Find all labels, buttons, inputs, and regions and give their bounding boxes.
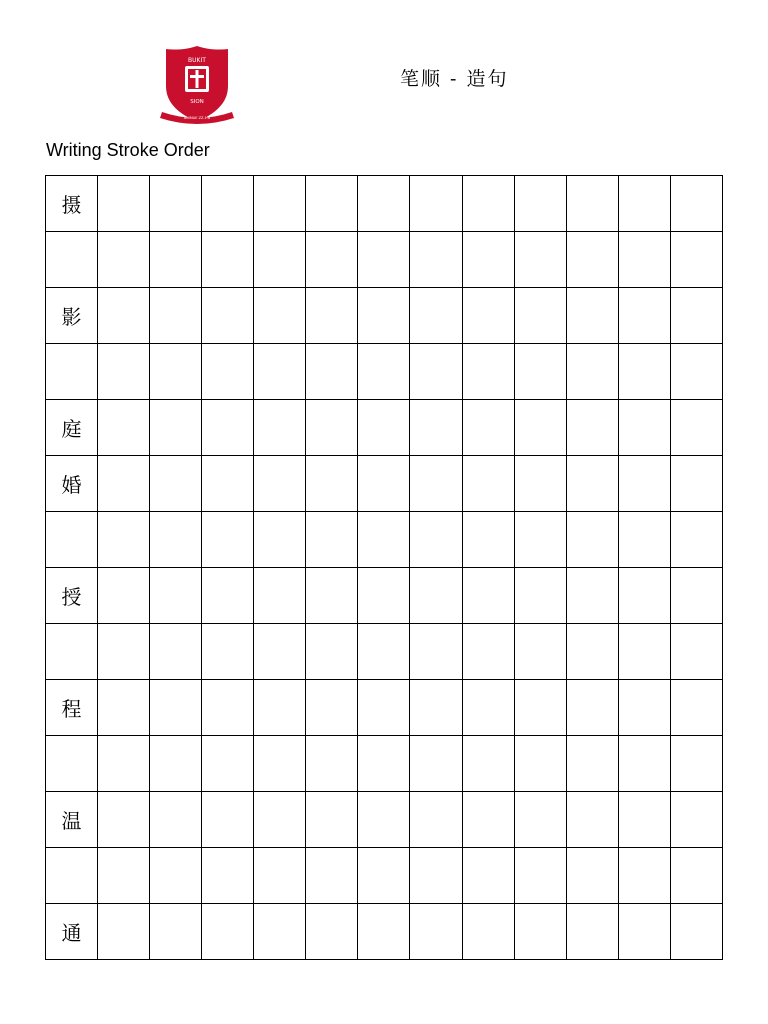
- practice-cell[interactable]: [410, 680, 462, 736]
- practice-cell[interactable]: [670, 344, 722, 400]
- practice-cell[interactable]: [202, 624, 254, 680]
- practice-cell[interactable]: [358, 624, 410, 680]
- grid-row: [46, 232, 723, 288]
- practice-cell[interactable]: [306, 176, 358, 232]
- practice-cell[interactable]: [670, 624, 722, 680]
- stroke-order-grid: [45, 175, 723, 960]
- practice-cell[interactable]: [514, 736, 566, 792]
- practice-cell[interactable]: [618, 456, 670, 512]
- logo-ribbon-text: ANIMAE ZZ-1:8: [183, 116, 211, 120]
- practice-cell[interactable]: [566, 288, 618, 344]
- practice-cell[interactable]: [202, 792, 254, 848]
- practice-cell[interactable]: [150, 400, 202, 456]
- practice-cell[interactable]: [202, 680, 254, 736]
- practice-cell[interactable]: [98, 176, 150, 232]
- practice-cell[interactable]: [410, 344, 462, 400]
- practice-cell[interactable]: [618, 232, 670, 288]
- practice-cell[interactable]: [150, 848, 202, 904]
- character-cell: 庭: [46, 400, 98, 456]
- practice-cell[interactable]: [410, 176, 462, 232]
- practice-cell[interactable]: [254, 848, 306, 904]
- character-cell: [46, 232, 98, 288]
- practice-cell[interactable]: [462, 680, 514, 736]
- practice-cell[interactable]: [566, 736, 618, 792]
- practice-cell[interactable]: [150, 680, 202, 736]
- practice-cell[interactable]: [150, 904, 202, 960]
- practice-cell[interactable]: [514, 512, 566, 568]
- school-logo: [158, 44, 236, 128]
- practice-cell[interactable]: [514, 848, 566, 904]
- character-cell: [46, 344, 98, 400]
- grid-row: [46, 456, 723, 512]
- practice-cell[interactable]: [254, 624, 306, 680]
- practice-cell[interactable]: [618, 176, 670, 232]
- practice-cell[interactable]: [306, 288, 358, 344]
- practice-cell[interactable]: [514, 344, 566, 400]
- practice-cell[interactable]: [98, 288, 150, 344]
- grid-row: [46, 736, 723, 792]
- practice-cell[interactable]: [618, 288, 670, 344]
- practice-cell[interactable]: [306, 848, 358, 904]
- practice-cell[interactable]: [358, 232, 410, 288]
- practice-cell[interactable]: [410, 400, 462, 456]
- practice-cell[interactable]: [306, 456, 358, 512]
- practice-cell[interactable]: [202, 288, 254, 344]
- practice-cell[interactable]: [462, 344, 514, 400]
- practice-cell[interactable]: [410, 512, 462, 568]
- practice-cell[interactable]: [98, 344, 150, 400]
- practice-cell[interactable]: [670, 568, 722, 624]
- practice-cell[interactable]: [410, 456, 462, 512]
- character-cell: 温: [46, 792, 98, 848]
- practice-cell[interactable]: [358, 512, 410, 568]
- practice-cell[interactable]: [150, 176, 202, 232]
- character-cell: [46, 624, 98, 680]
- practice-cell[interactable]: [306, 232, 358, 288]
- practice-cell[interactable]: [462, 400, 514, 456]
- character-cell: [46, 848, 98, 904]
- practice-cell[interactable]: [618, 736, 670, 792]
- practice-cell[interactable]: [462, 456, 514, 512]
- practice-cell[interactable]: [670, 904, 722, 960]
- practice-cell[interactable]: [150, 232, 202, 288]
- practice-cell[interactable]: [202, 512, 254, 568]
- practice-cell[interactable]: [254, 344, 306, 400]
- grid-row: [46, 288, 723, 344]
- grid-row: [46, 680, 723, 736]
- practice-cell[interactable]: [618, 568, 670, 624]
- practice-cell[interactable]: [566, 680, 618, 736]
- grid-row: [46, 792, 723, 848]
- practice-cell[interactable]: [150, 736, 202, 792]
- practice-cell[interactable]: [514, 288, 566, 344]
- practice-cell[interactable]: [98, 624, 150, 680]
- character-cell: [46, 512, 98, 568]
- practice-cell[interactable]: [618, 344, 670, 400]
- practice-cell[interactable]: [566, 568, 618, 624]
- practice-cell[interactable]: [358, 456, 410, 512]
- practice-cell[interactable]: [566, 232, 618, 288]
- practice-cell[interactable]: [618, 680, 670, 736]
- practice-cell[interactable]: [670, 848, 722, 904]
- practice-cell[interactable]: [254, 456, 306, 512]
- practice-cell[interactable]: [670, 512, 722, 568]
- grid-row: [46, 848, 723, 904]
- practice-cell[interactable]: [566, 344, 618, 400]
- practice-cell[interactable]: [98, 568, 150, 624]
- practice-cell[interactable]: [358, 344, 410, 400]
- practice-cell[interactable]: [202, 568, 254, 624]
- practice-cell[interactable]: [514, 624, 566, 680]
- practice-cell[interactable]: [514, 680, 566, 736]
- practice-cell[interactable]: [150, 512, 202, 568]
- practice-cell[interactable]: [358, 288, 410, 344]
- practice-cell[interactable]: [670, 400, 722, 456]
- grid-row: [46, 400, 723, 456]
- practice-cell[interactable]: [98, 456, 150, 512]
- practice-cell[interactable]: [306, 400, 358, 456]
- practice-cell[interactable]: [566, 624, 618, 680]
- practice-cell[interactable]: [410, 232, 462, 288]
- practice-cell[interactable]: [150, 456, 202, 512]
- practice-cell[interactable]: [98, 848, 150, 904]
- logo-text-bottom: SION: [190, 99, 204, 105]
- character-cell: 摄: [46, 176, 98, 232]
- practice-cell[interactable]: [462, 736, 514, 792]
- practice-cell[interactable]: [566, 456, 618, 512]
- practice-cell[interactable]: [618, 624, 670, 680]
- practice-cell[interactable]: [670, 792, 722, 848]
- practice-cell[interactable]: [98, 904, 150, 960]
- practice-cell[interactable]: [566, 176, 618, 232]
- practice-cell[interactable]: [98, 400, 150, 456]
- practice-cell[interactable]: [410, 624, 462, 680]
- practice-cell[interactable]: [462, 624, 514, 680]
- practice-cell[interactable]: [462, 512, 514, 568]
- practice-cell[interactable]: [410, 736, 462, 792]
- practice-cell[interactable]: [98, 792, 150, 848]
- practice-cell[interactable]: [358, 736, 410, 792]
- practice-cell[interactable]: [566, 792, 618, 848]
- practice-cell[interactable]: [202, 232, 254, 288]
- practice-cell[interactable]: [306, 568, 358, 624]
- practice-cell[interactable]: [410, 848, 462, 904]
- practice-cell[interactable]: [150, 624, 202, 680]
- practice-cell[interactable]: [202, 736, 254, 792]
- practice-cell[interactable]: [254, 736, 306, 792]
- practice-cell[interactable]: [306, 344, 358, 400]
- practice-cell[interactable]: [462, 848, 514, 904]
- practice-cell[interactable]: [462, 904, 514, 960]
- practice-cell[interactable]: [98, 512, 150, 568]
- practice-cell[interactable]: [150, 792, 202, 848]
- grid-row: [46, 176, 723, 232]
- character-cell: 婚: [46, 456, 98, 512]
- practice-cell[interactable]: [462, 232, 514, 288]
- practice-cell[interactable]: [514, 904, 566, 960]
- practice-cell[interactable]: [514, 400, 566, 456]
- practice-cell[interactable]: [566, 400, 618, 456]
- practice-cell[interactable]: [150, 344, 202, 400]
- practice-cell[interactable]: [618, 512, 670, 568]
- practice-cell[interactable]: [306, 736, 358, 792]
- practice-cell[interactable]: [254, 288, 306, 344]
- practice-cell[interactable]: [670, 288, 722, 344]
- grid-row: [46, 568, 723, 624]
- practice-cell[interactable]: [254, 792, 306, 848]
- practice-cell[interactable]: [358, 400, 410, 456]
- practice-cell[interactable]: [618, 792, 670, 848]
- practice-cell[interactable]: [514, 232, 566, 288]
- practice-cell[interactable]: [462, 176, 514, 232]
- practice-cell[interactable]: [254, 568, 306, 624]
- practice-cell[interactable]: [618, 400, 670, 456]
- logo-text-top: BUKIT: [188, 57, 206, 64]
- practice-cell[interactable]: [670, 176, 722, 232]
- practice-cell[interactable]: [410, 288, 462, 344]
- practice-cell[interactable]: [462, 792, 514, 848]
- practice-cell[interactable]: [98, 680, 150, 736]
- practice-cell[interactable]: [202, 904, 254, 960]
- practice-cell[interactable]: [306, 904, 358, 960]
- practice-cell[interactable]: [306, 680, 358, 736]
- practice-cell[interactable]: [202, 848, 254, 904]
- practice-cell[interactable]: [566, 904, 618, 960]
- practice-cell[interactable]: [254, 176, 306, 232]
- practice-cell[interactable]: [306, 624, 358, 680]
- practice-cell[interactable]: [410, 568, 462, 624]
- practice-cell[interactable]: [462, 568, 514, 624]
- practice-cell[interactable]: [98, 736, 150, 792]
- grid-row: [46, 904, 723, 960]
- grid-row: [46, 344, 723, 400]
- practice-cell[interactable]: [98, 232, 150, 288]
- character-cell: 程: [46, 680, 98, 736]
- practice-cell[interactable]: [670, 232, 722, 288]
- practice-cell[interactable]: [254, 904, 306, 960]
- practice-cell[interactable]: [150, 288, 202, 344]
- practice-cell[interactable]: [358, 568, 410, 624]
- practice-cell[interactable]: [254, 400, 306, 456]
- practice-cell[interactable]: [618, 848, 670, 904]
- practice-cell[interactable]: [202, 456, 254, 512]
- practice-cell[interactable]: [254, 512, 306, 568]
- practice-cell[interactable]: [202, 176, 254, 232]
- character-cell: 通: [46, 904, 98, 960]
- grid-row: [46, 512, 723, 568]
- practice-cell[interactable]: [670, 736, 722, 792]
- section-title: Writing Stroke Order: [46, 140, 210, 160]
- practice-cell[interactable]: [150, 568, 202, 624]
- practice-cell[interactable]: [358, 848, 410, 904]
- character-cell: 影: [46, 288, 98, 344]
- practice-cell[interactable]: [670, 680, 722, 736]
- practice-cell[interactable]: [306, 512, 358, 568]
- practice-cell[interactable]: [410, 904, 462, 960]
- practice-cell[interactable]: [514, 176, 566, 232]
- practice-cell[interactable]: [358, 792, 410, 848]
- practice-cell[interactable]: [514, 792, 566, 848]
- practice-cell[interactable]: [514, 456, 566, 512]
- practice-cell[interactable]: [410, 792, 462, 848]
- character-cell: 授: [46, 568, 98, 624]
- practice-cell[interactable]: [566, 512, 618, 568]
- practice-cell[interactable]: [358, 904, 410, 960]
- practice-cell[interactable]: [462, 288, 514, 344]
- practice-cell[interactable]: [254, 232, 306, 288]
- grid-row: [46, 624, 723, 680]
- practice-cell[interactable]: [618, 904, 670, 960]
- practice-cell[interactable]: [306, 792, 358, 848]
- practice-cell[interactable]: [670, 456, 722, 512]
- practice-cell[interactable]: [202, 344, 254, 400]
- practice-cell[interactable]: [202, 400, 254, 456]
- practice-cell[interactable]: [358, 680, 410, 736]
- practice-cell[interactable]: [514, 568, 566, 624]
- practice-cell[interactable]: [566, 848, 618, 904]
- practice-cell[interactable]: [358, 176, 410, 232]
- page-title: 笔顺 - 造句: [400, 68, 509, 90]
- character-cell: [46, 736, 98, 792]
- practice-cell[interactable]: [254, 680, 306, 736]
